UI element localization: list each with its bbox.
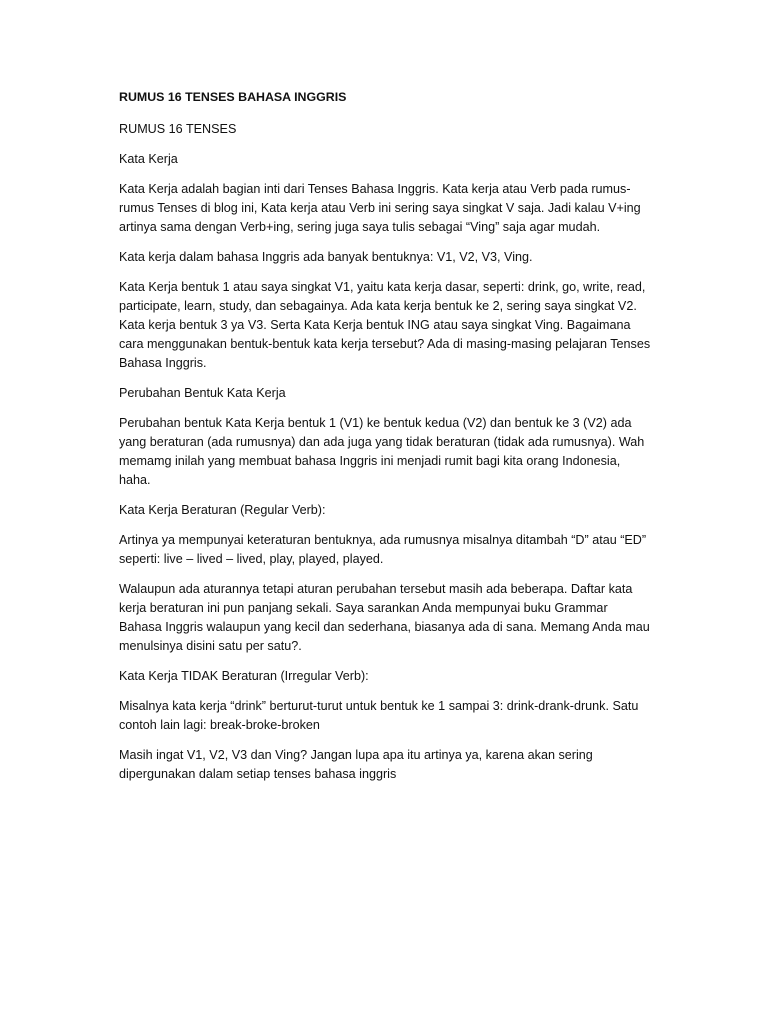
paragraph-irregular-verb: Misalnya kata kerja “drink” berturut-turut untuk bentuk ke 1 sampai 3: drink-drank-drunk. Satu contoh lain lagi: break-broke-broken xyxy=(119,699,639,732)
document-subtitle: RUMUS 16 TENSES xyxy=(119,122,237,136)
section-heading-irregular-verb: Kata Kerja TIDAK Beraturan (Irregular Verb): xyxy=(119,669,369,683)
paragraph-perubahan: Perubahan bentuk Kata Kerja bentuk 1 (V1) ke bentuk kedua (V2) dan bentuk ke 3 (V2) ada yang beraturan (ada rumusnya) dan ada juga yang tidak beraturan (tidak ada rumusnya). Wah memamg inilah yang membuat bahasa Inggris ini menjadi rumit bagi kita orang Indonesia, haha. xyxy=(119,416,645,487)
paragraph-verb-form-details: Kata Kerja bentuk 1 atau saya singkat V1, yaitu kata kerja dasar, seperti: drink, go, write, read, participate, learn, study, dan sebagainya. Ada kata kerja bentuk ke 2, sering saya singkat V2. Kata kerja bentuk 3 ya V3. Serta Kata Kerja bentuk ING atau saya singkat Ving. Bagaimana cara menggunakan bentuk-bentuk kata kerja tersebut? Ada di masing-masing pelajaran Tenses Bahasa Inggris. xyxy=(119,280,651,370)
paragraph-regular-verb: Artinya ya mempunyai keteraturan bentuknya, ada rumusnya misalnya ditambah “D” atau “ED” seperti: live – lived – lived, play, played, played. xyxy=(119,533,647,566)
paragraph-kata-kerja-intro: Kata Kerja adalah bagian inti dari Tenses Bahasa Inggris. Kata kerja atau Verb pada rumus-rumus Tenses di blog ini, Kata kerja atau Verb ini sering saya singkat V saja. Jadi kalau V+ing artinya sama dengan Verb+ing, sering juga saya tulis sebagai “Ving” saja agar mudah. xyxy=(119,182,641,234)
paragraph-closing: Masih ingat V1, V2, V3 dan Ving? Jangan lupa apa itu artinya ya, karena akan sering dipergunakan dalam setiap tenses bahasa inggris xyxy=(119,748,593,781)
section-heading-regular-verb: Kata Kerja Beraturan (Regular Verb): xyxy=(119,503,326,517)
document-body xyxy=(119,88,651,795)
section-heading-kata-kerja: Kata Kerja xyxy=(119,152,178,166)
section-heading-perubahan: Perubahan Bentuk Kata Kerja xyxy=(119,386,286,400)
document-title: RUMUS 16 TENSES BAHASA INGGRIS xyxy=(119,90,347,104)
paragraph-verb-forms: Kata kerja dalam bahasa Inggris ada banyak bentuknya: V1, V2, V3, Ving. xyxy=(119,250,533,264)
paragraph-regular-verb-list: Walaupun ada aturannya tetapi aturan perubahan tersebut masih ada beberapa. Daftar kata kerja beraturan ini pun panjang sekali. Saya sarankan Anda mempunyai buku Grammar Bahasa Inggris walaupun yang kecil dan sederhana, biasanya ada di sana. Memang Anda mau menulsinya disini satu per satu?. xyxy=(119,582,650,653)
